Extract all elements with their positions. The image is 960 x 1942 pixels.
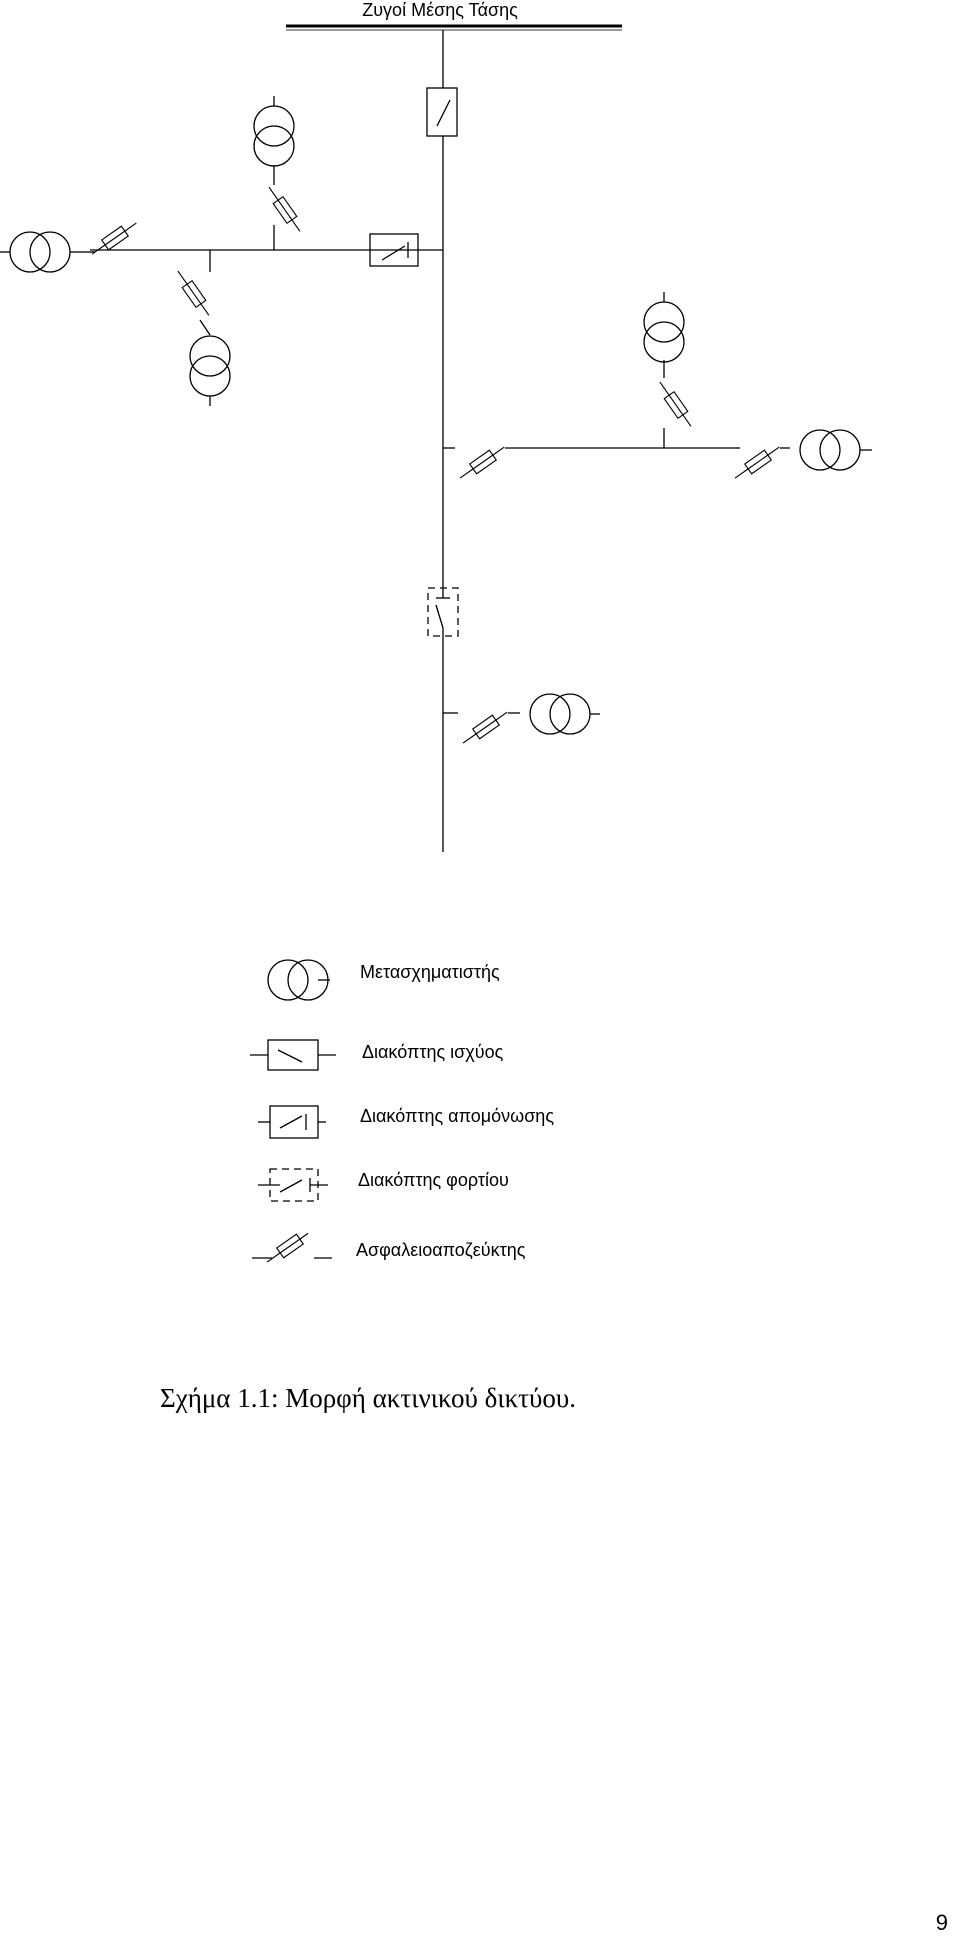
circuit-breaker-icon <box>427 88 457 136</box>
fuse-switch-icon <box>460 707 511 748</box>
page-number: 9 <box>935 1910 948 1935</box>
figure-caption: Σχήμα 1.1: Μορφή ακτινικού δικτύου. <box>160 1383 577 1413</box>
transformer-icon <box>800 430 872 470</box>
lower-branch <box>443 694 600 748</box>
fuse-switch-icon <box>655 379 696 430</box>
legend-label: Διακόπτης ισχύος <box>362 1042 504 1062</box>
transformer-icon <box>190 336 230 406</box>
busbar-label: Ζυγοί Μέσης Τάσης <box>362 0 518 20</box>
legend-item-transformer <box>268 960 500 1000</box>
legend-label: Διακόπτης φορτίου <box>358 1170 509 1190</box>
legend-item-fuse-switch <box>252 1228 526 1267</box>
fuse-switch-icon <box>252 1228 332 1267</box>
fuse-switch-icon <box>264 184 305 235</box>
legend-label: Ασφαλειοαποζεύκτης <box>356 1240 526 1260</box>
load-switch-icon <box>258 1169 328 1201</box>
legend-item-circuit-breaker <box>250 1040 504 1070</box>
legend-label: Διακόπτης απομόνωσης <box>360 1106 554 1126</box>
right-branch <box>443 292 872 483</box>
legend <box>250 960 554 1267</box>
transformer-icon <box>644 292 684 362</box>
circuit-breaker-icon <box>250 1040 336 1070</box>
transformer-icon <box>0 232 80 272</box>
main-feeder <box>427 30 458 852</box>
transformer-icon <box>254 96 294 166</box>
transformer-icon <box>530 694 600 734</box>
legend-item-disconnector <box>258 1106 554 1138</box>
busbar <box>286 0 622 30</box>
left-branch <box>0 96 443 406</box>
legend-item-load-switch <box>258 1169 509 1201</box>
fuse-switch-icon <box>457 442 508 483</box>
fuse-switch-icon <box>173 268 214 319</box>
legend-label: Μετασχηματιστής <box>360 962 500 982</box>
fuse-switch-icon <box>89 218 140 259</box>
transformer-icon <box>268 960 330 1000</box>
disconnector-icon <box>258 1106 326 1138</box>
